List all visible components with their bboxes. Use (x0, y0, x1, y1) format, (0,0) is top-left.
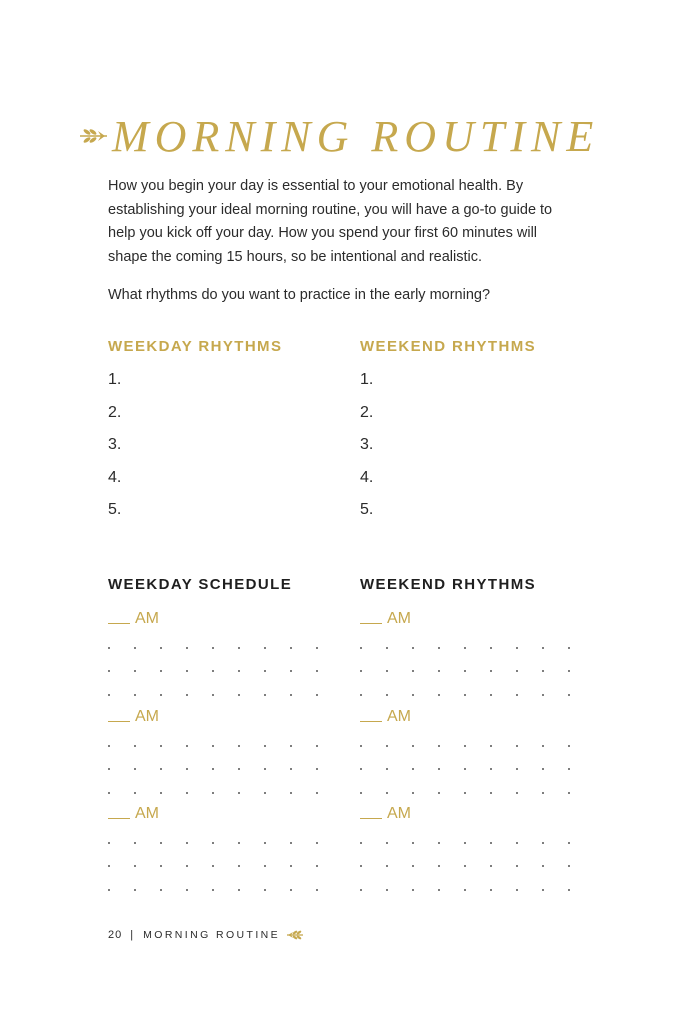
dot (412, 768, 414, 770)
dot (412, 792, 414, 794)
dot (360, 865, 362, 867)
dot (386, 889, 388, 891)
dot (108, 842, 110, 844)
time-slot-label (360, 803, 570, 831)
dot-row (360, 878, 570, 902)
intro-paragraph: How you begin your day is essential to your emotional health. By establishing your ideal morning routine, you will have a go-to guide to help you kick off your day. How you spend your first 60 minutes will shape the coming 15 hours, so be intentional and realistic. (108, 178, 553, 265)
list-item: 5. (360, 501, 374, 519)
dot-row (108, 758, 318, 782)
dot (212, 694, 214, 696)
laurel-arrow-icon (78, 127, 108, 145)
dot (316, 647, 318, 649)
list-item: 1. (108, 371, 122, 388)
dot (212, 889, 214, 891)
dot (160, 865, 162, 867)
dot (186, 647, 188, 649)
weekend-rhythms-header: WEEKEND RHYTHMS (360, 338, 537, 355)
dot (108, 694, 110, 696)
dot (108, 745, 110, 747)
dot (438, 865, 440, 867)
dot (568, 745, 570, 747)
dot (438, 647, 440, 649)
dot (568, 768, 570, 770)
dot (360, 792, 362, 794)
dot (290, 792, 292, 794)
dot (490, 647, 492, 649)
list-item: 4. (360, 468, 374, 486)
time-blank (108, 818, 130, 819)
time-slot-label (360, 706, 570, 734)
dot (490, 768, 492, 770)
dot (186, 768, 188, 770)
dot (412, 842, 414, 844)
dot (516, 694, 518, 696)
dot (290, 865, 292, 867)
weekday-slot (108, 803, 318, 902)
dot (542, 889, 544, 891)
dot (360, 647, 362, 649)
dot (386, 792, 388, 794)
time-blank (360, 818, 382, 819)
laurel-arrow-icon (286, 929, 304, 941)
dot (412, 694, 414, 696)
dot-row (108, 855, 318, 879)
dot-row (108, 636, 318, 660)
weekday-slot (108, 706, 318, 805)
dot (264, 792, 266, 794)
dot (542, 694, 544, 696)
dot (134, 889, 136, 891)
dot (386, 768, 388, 770)
list-item: 2. (360, 403, 374, 421)
dot (316, 792, 318, 794)
dot (264, 647, 266, 649)
am-label: AM (135, 805, 159, 822)
time-blank (360, 623, 382, 624)
dot (290, 842, 292, 844)
dot (186, 694, 188, 696)
dot (316, 889, 318, 891)
dot (386, 670, 388, 672)
dot (238, 647, 240, 649)
dot-grid (360, 636, 570, 707)
dot (464, 768, 466, 770)
dot (264, 745, 266, 747)
footer-title: MORNING ROUTINE (143, 929, 281, 941)
dot (438, 670, 440, 672)
dot (316, 865, 318, 867)
dot (134, 670, 136, 672)
dot (568, 694, 570, 696)
dot (542, 745, 544, 747)
dot (568, 842, 570, 844)
page-number: 20 (108, 929, 123, 941)
dot (542, 768, 544, 770)
dot (438, 889, 440, 891)
dot (108, 670, 110, 672)
dot (464, 865, 466, 867)
dot (238, 865, 240, 867)
dot (542, 670, 544, 672)
dot (464, 889, 466, 891)
dot (160, 670, 162, 672)
dot (360, 842, 362, 844)
dot (238, 768, 240, 770)
dot (438, 745, 440, 747)
list-item: 2. (108, 403, 122, 421)
dot (160, 842, 162, 844)
dot (516, 889, 518, 891)
dot (238, 694, 240, 696)
dot (490, 889, 492, 891)
am-label: AM (135, 610, 159, 627)
dot (212, 745, 214, 747)
weekday-rhythms-header: WEEKDAY RHYTHMS (108, 338, 283, 355)
weekend-schedule-header: WEEKEND RHYTHMS (360, 576, 537, 593)
dot (134, 745, 136, 747)
title-block (78, 108, 599, 164)
weekday-slot (108, 608, 318, 707)
dot (412, 647, 414, 649)
dot (568, 647, 570, 649)
list-item: 3. (108, 436, 122, 454)
dot (568, 889, 570, 891)
dot (186, 745, 188, 747)
dot-grid (360, 831, 570, 902)
dot (186, 792, 188, 794)
time-slot-label (360, 608, 570, 636)
page-title: MORNING ROUTINE (112, 111, 600, 161)
dot (134, 694, 136, 696)
dot (464, 694, 466, 696)
dot-row (360, 758, 570, 782)
dot (542, 842, 544, 844)
dot (290, 768, 292, 770)
dot-row (108, 781, 318, 805)
dot (568, 670, 570, 672)
dot (212, 865, 214, 867)
am-label: AM (135, 708, 159, 725)
dot-row (360, 660, 570, 684)
dot (134, 768, 136, 770)
dot (160, 768, 162, 770)
dot (412, 670, 414, 672)
dot (134, 792, 136, 794)
dot (160, 647, 162, 649)
dot (360, 768, 362, 770)
dot-row (108, 831, 318, 855)
dot-grid (108, 734, 318, 805)
dot (316, 670, 318, 672)
dot (490, 865, 492, 867)
dot-grid (108, 831, 318, 902)
dot (542, 792, 544, 794)
dot (108, 889, 110, 891)
dot (264, 768, 266, 770)
time-slot-label (108, 706, 318, 734)
dot (238, 745, 240, 747)
dot (316, 768, 318, 770)
dot-grid (108, 636, 318, 707)
dot (290, 647, 292, 649)
dot (386, 647, 388, 649)
dot (108, 865, 110, 867)
dot (134, 842, 136, 844)
dot (386, 745, 388, 747)
dot (516, 792, 518, 794)
dot (438, 768, 440, 770)
dot (316, 745, 318, 747)
weekday-schedule-header: WEEKDAY SCHEDULE (108, 576, 293, 593)
dot (516, 647, 518, 649)
list-item: 4. (108, 468, 122, 486)
dot-row (360, 781, 570, 805)
list-item: 5. (108, 501, 122, 519)
dot (490, 842, 492, 844)
dot-row (360, 734, 570, 758)
dot-row (108, 878, 318, 902)
dot (490, 694, 492, 696)
dot (542, 865, 544, 867)
dot (212, 670, 214, 672)
dot-row (108, 683, 318, 707)
dot (212, 792, 214, 794)
dot (490, 792, 492, 794)
dot (108, 768, 110, 770)
dot (264, 889, 266, 891)
dot-row (108, 734, 318, 758)
dot (160, 745, 162, 747)
dot-grid (360, 734, 570, 805)
dot (290, 694, 292, 696)
dot (212, 768, 214, 770)
dot-row (360, 636, 570, 660)
dot (238, 889, 240, 891)
dot (464, 792, 466, 794)
list-item: 1. (360, 371, 374, 388)
dot (160, 889, 162, 891)
dot (316, 694, 318, 696)
dot (264, 865, 266, 867)
weekday-rhythms-list (108, 368, 121, 531)
dot (290, 745, 292, 747)
dot (464, 670, 466, 672)
dot (516, 768, 518, 770)
dot (160, 694, 162, 696)
weekend-slot (360, 608, 570, 707)
dot (438, 792, 440, 794)
dot (438, 694, 440, 696)
time-blank (360, 721, 382, 722)
dot (290, 670, 292, 672)
dot (412, 745, 414, 747)
am-label: AM (387, 805, 411, 822)
page-footer (108, 926, 304, 944)
dot (568, 865, 570, 867)
dot (412, 889, 414, 891)
dot (108, 792, 110, 794)
am-label: AM (387, 610, 411, 627)
time-slot-label (108, 803, 318, 831)
dot (516, 670, 518, 672)
dot (464, 842, 466, 844)
dot-row (108, 660, 318, 684)
dot-row (360, 683, 570, 707)
dot (316, 842, 318, 844)
time-slot-label (108, 608, 318, 636)
weekend-slot (360, 706, 570, 805)
dot (108, 647, 110, 649)
dot (516, 842, 518, 844)
dot (360, 670, 362, 672)
dot (238, 670, 240, 672)
dot (386, 694, 388, 696)
dot (160, 792, 162, 794)
dot-row (360, 855, 570, 879)
list-item: 3. (360, 436, 374, 454)
dot (186, 670, 188, 672)
dot (134, 865, 136, 867)
dot (360, 745, 362, 747)
weekend-slot (360, 803, 570, 902)
dot (438, 842, 440, 844)
dot (490, 670, 492, 672)
am-label: AM (387, 708, 411, 725)
dot (264, 670, 266, 672)
dot (386, 842, 388, 844)
dot (212, 842, 214, 844)
dot (360, 889, 362, 891)
dot (290, 889, 292, 891)
dot (134, 647, 136, 649)
dot (264, 842, 266, 844)
dot (412, 865, 414, 867)
dot (264, 694, 266, 696)
dot (386, 865, 388, 867)
dot (568, 792, 570, 794)
dot (186, 889, 188, 891)
dot (186, 865, 188, 867)
dot (212, 647, 214, 649)
dot (360, 694, 362, 696)
dot (238, 842, 240, 844)
dot (238, 792, 240, 794)
footer-separator: | (130, 929, 134, 941)
dot (516, 745, 518, 747)
dot (464, 745, 466, 747)
dot (186, 842, 188, 844)
dot-row (360, 831, 570, 855)
dot (542, 647, 544, 649)
time-blank (108, 721, 130, 722)
weekend-rhythms-list (360, 368, 373, 531)
time-blank (108, 623, 130, 624)
question-paragraph: What rhythms do you want to practice in the early morning? (108, 287, 491, 303)
dot (464, 647, 466, 649)
dot (490, 745, 492, 747)
dot (516, 865, 518, 867)
